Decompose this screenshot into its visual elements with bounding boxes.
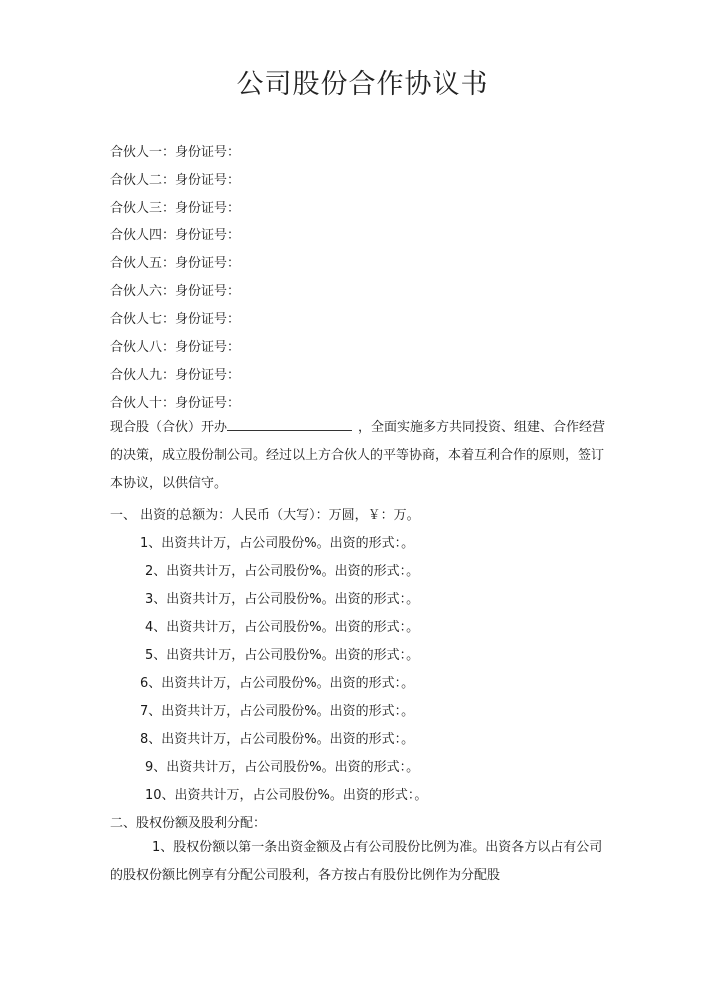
- company-name-blank: [227, 418, 352, 431]
- contribution-item-10: 10、出资共计万，占公司股份%。出资的形式：。: [145, 788, 428, 803]
- section-2-heading: 二、股权份额及股利分配：: [110, 816, 267, 831]
- contribution-item-2: 2、出资共计万，占公司股份%。出资的形式：。: [145, 564, 420, 579]
- partner-line-5: 合伙人五：身份证号：: [110, 256, 241, 271]
- contribution-item-5: 5、出资共计万，占公司股份%。出资的形式：。: [145, 648, 420, 663]
- contribution-item-3: 3、出资共计万，占公司股份%。出资的形式：。: [145, 592, 420, 607]
- contribution-item-1: 1、出资共计万，占公司股份%。出资的形式：。: [140, 536, 415, 551]
- partner-line-2: 合伙人二：身份证号：: [110, 173, 241, 188]
- section-2-paragraph: 1、股权份额以第一条出资金额及占有公司股份比例为准。出资各方以占有公司的股权份额比例享有分配公司股利，各方按占有股份比例作为分配股: [110, 840, 603, 883]
- intro-prefix: 现合股（合伙）开办: [110, 420, 228, 435]
- intro-paragraph: [110, 414, 615, 498]
- partner-line-4: 合伙人四：身份证号：: [110, 228, 241, 243]
- partner-line-7: 合伙人七：身份证号：: [110, 312, 241, 327]
- section-1-heading: 一、 出资的总额为：人民币（大写）：万圆，￥：万。: [110, 508, 420, 523]
- partner-line-1: 合伙人一：身份证号：: [110, 145, 241, 160]
- contribution-item-4: 4、出资共计万，占公司股份%。出资的形式：。: [145, 620, 420, 635]
- contribution-item-9: 9、出资共计万，占公司股份%。出资的形式：。: [145, 760, 420, 775]
- contribution-item-8: 8、出资共计万，占公司股份%。出资的形式：。: [140, 732, 415, 747]
- document-title: 公司股份合作协议书: [236, 69, 489, 100]
- partner-line-3: 合伙人三：身份证号：: [110, 201, 241, 216]
- partner-line-9: 合伙人九：身份证号：: [110, 368, 241, 383]
- partner-line-8: 合伙人八：身份证号：: [110, 340, 241, 355]
- partner-line-6: 合伙人六：身份证号：: [110, 284, 241, 299]
- intro-rest: ，全面实施多方共同投资、组建、合作经营的决策，成立股份制公司。经过以上方合伙人的平等协商，本着互利合作的原则，签订本协议，以供信守。: [110, 420, 606, 491]
- partner-line-10: 合伙人十：身份证号：: [110, 396, 241, 411]
- contribution-item-6: 6、出资共计万，占公司股份%。出资的形式：。: [140, 676, 415, 691]
- contribution-item-7: 7、出资共计万，占公司股份%。出资的形式：。: [140, 704, 415, 719]
